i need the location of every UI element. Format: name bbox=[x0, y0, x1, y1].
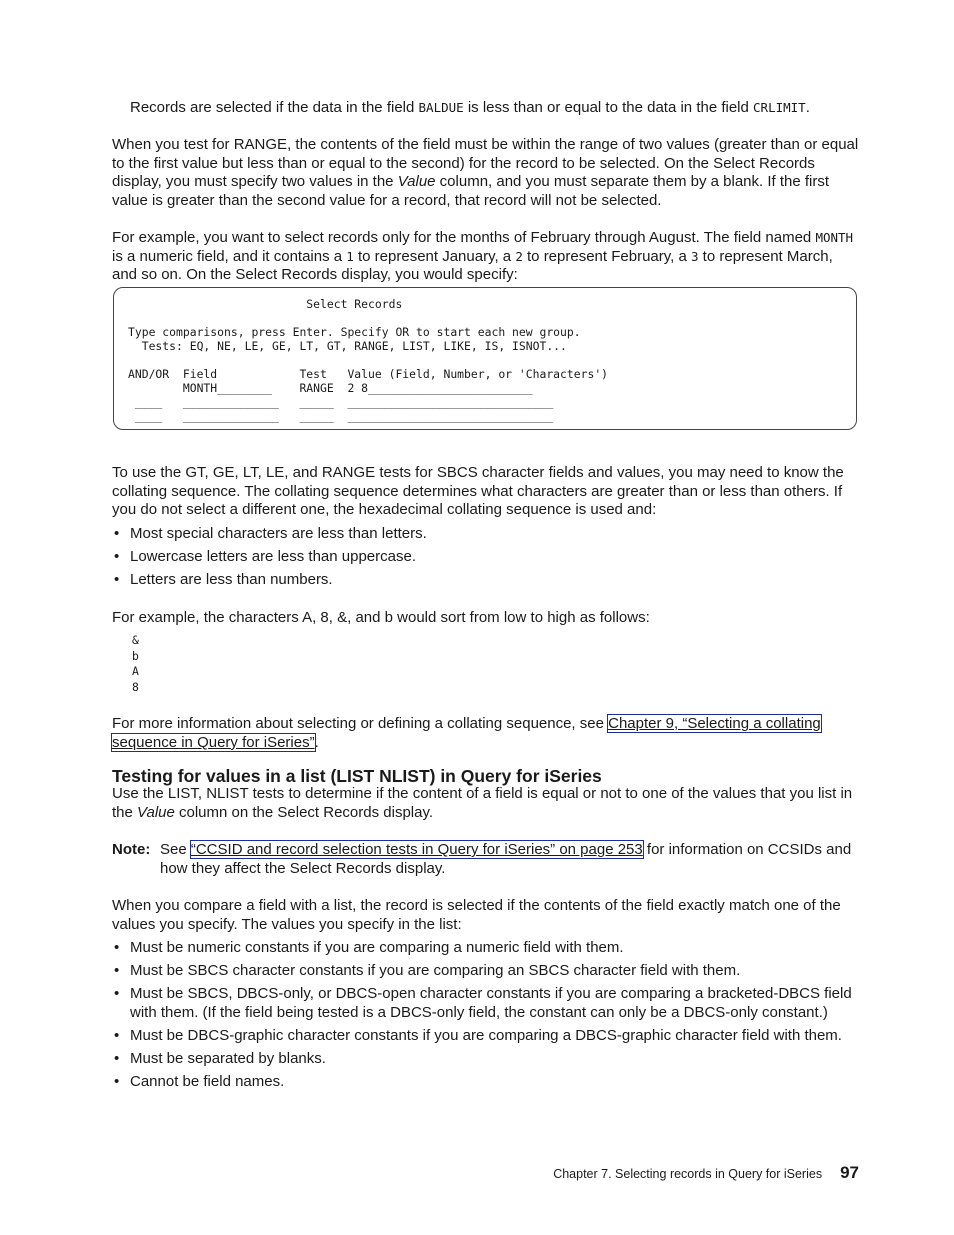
sort-item: b bbox=[132, 648, 139, 663]
sort-order-list bbox=[132, 633, 880, 695]
ccsid-link[interactable]: “CCSID and record selection tests in Query for iSeries” on page 253 bbox=[190, 841, 643, 858]
page-footer bbox=[553, 1163, 859, 1183]
list-item: • Must be SBCS character constants if you are comparing an SBCS character field with them. bbox=[112, 962, 860, 981]
sort-item: 8 bbox=[132, 679, 139, 694]
collating-rules-list bbox=[112, 525, 860, 594]
screen-line: Type comparisons, press Enter. Specify OR to start each new group. bbox=[128, 325, 581, 339]
screen-line bbox=[128, 311, 856, 325]
screen-line bbox=[128, 353, 856, 367]
select-records-screen bbox=[113, 287, 857, 430]
screen-line: ____ ______________ _____ ______________________________ bbox=[128, 395, 554, 409]
screen-line: Select Records bbox=[128, 297, 403, 311]
paragraph-sort-example: For example, the characters A, 8, &, and b would sort from low to high as follows: bbox=[112, 609, 650, 626]
list-rules-list bbox=[112, 939, 860, 1096]
note-label: Note: bbox=[112, 841, 151, 858]
paragraph-month-example: For example, you want to select records only for the months of February through August. The field named MONTH is a numeric field, and it contains a 1 to represent January, a 2 to represent February, a 3 to represent March, and so on. On the Select Records display, you would specify: bbox=[112, 229, 854, 284]
chapter-9-link[interactable]: Chapter 9, “Selecting a collating bbox=[608, 715, 821, 732]
chapter-9-link-continued[interactable]: sequence in Query for iSeries” bbox=[112, 733, 315, 751]
page-number: 97 bbox=[840, 1163, 859, 1182]
list-item: • Must be numeric constants if you are comparing a numeric field with them. bbox=[112, 939, 860, 958]
list-item: • Must be separated by blanks. bbox=[112, 1050, 860, 1069]
list-item: • Most special characters are less than letters. bbox=[112, 525, 860, 544]
section-heading: Testing for values in a list (LIST NLIST) in Query for iSeries bbox=[112, 766, 602, 786]
sort-item: A bbox=[132, 664, 139, 678]
paragraph-compare-list: When you compare a field with a list, the record is selected if the contents of the field exactly match one of the values you specify. The values you specify in the list: bbox=[112, 897, 841, 933]
paragraph-list-nlist: Use the LIST, NLIST tests to determine if the content of a field is equal or not to one of the values that you list in the Value column on the Select Records display. bbox=[112, 785, 853, 821]
note-block bbox=[112, 841, 860, 878]
field-baldue: BALDUE bbox=[418, 100, 464, 115]
field-crlimit: CRLIMIT bbox=[753, 100, 806, 115]
note-text: See “CCSID and record selection tests in Query for iSeries” on page 253 for information on CCSIDs and how they affect the Select Records display. bbox=[160, 841, 852, 877]
paragraph-baldue: Records are selected if the data in the field BALDUE is less than or equal to the data in the field CRLIMIT. bbox=[130, 99, 810, 116]
screen-line: MONTH________ RANGE 2 8________________________ bbox=[128, 381, 533, 395]
footer-chapter: Chapter 7. Selecting records in Query for iSeries bbox=[553, 1167, 823, 1181]
list-item: • Cannot be field names. bbox=[112, 1073, 860, 1092]
screen-line: Tests: EQ, NE, LE, GE, LT, GT, RANGE, LIST, LIKE, IS, ISNOT... bbox=[128, 339, 567, 353]
list-item: • Letters are less than numbers. bbox=[112, 571, 860, 590]
paragraph-more-info: For more information about selecting or defining a collating sequence, see Chapter 9, “Selecting a collating sequence in Query for iSeries”. bbox=[112, 715, 821, 751]
paragraph-range: When you test for RANGE, the contents of the field must be within the range of two values (greater than or equal to the first value but less than or equal to the second) for the record to be selected. On the Select Records display, you must specify two values in the Value column, and you must separate them by a blank. If the first value is greater than the second value for a record, that record will not be selected. bbox=[112, 136, 859, 210]
screen-line: AND/OR Field Test Value (Field, Number, or 'Characters') bbox=[128, 367, 609, 381]
list-item: • Must be SBCS, DBCS-only, or DBCS-open character constants if you are comparing a bracketed-DBCS field with them. (If the field being tested is a DBCS-only field, the constant can only be a DBCS-only constant.) bbox=[112, 985, 860, 1022]
list-item: • Lowercase letters are less than uppercase. bbox=[112, 548, 860, 567]
paragraph-collating: To use the GT, GE, LT, LE, and RANGE tests for SBCS character fields and values, you may need to know the collating sequence. The collating sequence determines what characters are greater than or less than others. If you do not select a different one, the hexadecimal collating sequence is used and: bbox=[112, 464, 844, 519]
screen-line: ____ ______________ _____ ______________________________ bbox=[128, 409, 554, 423]
list-item: • Must be DBCS-graphic character constants if you are comparing a DBCS-graphic character field with them. bbox=[112, 1027, 860, 1046]
sort-item: & bbox=[132, 633, 139, 647]
